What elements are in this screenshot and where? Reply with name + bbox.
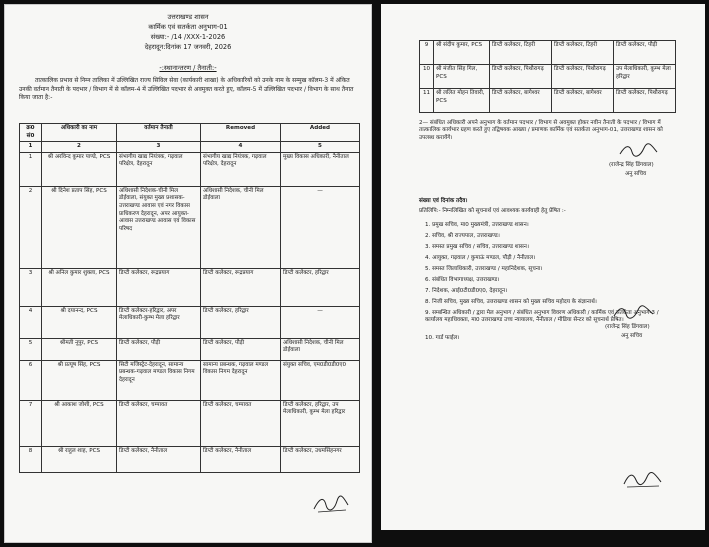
row-removed: डिप्टी कलेक्टर, चम्पावत — [201, 400, 281, 446]
col-number: 2 — [42, 142, 117, 153]
row-sno: 5 — [20, 338, 42, 360]
row-added: — — [281, 186, 360, 268]
table-row — [20, 360, 360, 400]
row-name: श्री प्रत्यूष सिंह, PCS — [42, 360, 117, 400]
copy-list-item: 10. गार्ड फाईल। — [425, 335, 460, 341]
row-removed: डिप्टी कलेक्टर, टिहरी — [552, 41, 614, 65]
row-added: अधिशासी निदेशक, चीनी मिल डोईवाला — [281, 338, 360, 360]
transfer-table-continued — [419, 40, 676, 113]
row-added: मुख्य विकास अधिकारी, नैनीताल — [281, 152, 360, 186]
copy-list-item: 3. समस्त प्रमुख सचिव / सचिव, उत्तराखण्ड शासन। — [425, 244, 529, 250]
table-row — [20, 152, 360, 186]
paragraph-2: 2— संबंधित अधिकारी अपने अनुभाग के वर्तमान पदभार / विभाग से अवमुक्त होकर नवीन तैनाती के पदभार / विभाग में तात्कालिक कार्यभार ग्रहण करते हुए तद्विषयक आख्या / प्रमाणक कार्मिक एवं सतर्कता अनुभाग-01, उत्तराखण्ड शासन को उपलब्ध करायेंगे। — [419, 120, 663, 141]
row-sno: 4 — [20, 306, 42, 338]
row-sno: 9 — [420, 41, 434, 65]
header-current: वर्तमान तैनाती — [117, 124, 201, 142]
row-added: डिप्टी कलेक्टर, हरिद्वार — [281, 268, 360, 306]
transfer-table — [19, 123, 360, 473]
copy-list-item: 6. संबंधित विभागाध्यक्ष, उत्तराखण्ड। — [425, 277, 500, 283]
row-current: डिप्टी कलेक्टर, टिहरी — [490, 41, 552, 65]
table-row — [20, 186, 360, 268]
row-name: श्री अनिल कुमार शुक्ला, PCS — [42, 268, 117, 306]
subject-heading: -:स्थानान्तरण / तैनाती:- — [159, 64, 217, 72]
document-page-2 — [381, 4, 705, 530]
col-number: 3 — [117, 142, 201, 153]
row-current: डिप्टी कलेक्टर, बागेश्वर — [490, 89, 552, 113]
row-name: श्रीमती नूपुर, PCS — [42, 338, 117, 360]
col-number: 5 — [281, 142, 360, 153]
table-row — [20, 400, 360, 446]
row-added: संयुक्त सचिव, एम0डी0डी0ए0 — [281, 360, 360, 400]
row-added: उप मेलाधिकारी, कुम्भ मेला हरिद्वार — [614, 65, 676, 89]
copy-list-item: 5. समस्त जिलाधिकारी, उत्तराखण्ड / महानिदेशक, सूचना। — [425, 266, 543, 272]
row-current: डिप्टी कलेक्टर, रूद्रप्रयाग — [117, 268, 201, 306]
initials-signature — [310, 493, 352, 515]
table-row — [20, 446, 360, 472]
row-added: डिप्टी कलेक्टर, पिथौरागढ़ — [614, 89, 676, 113]
row-sno: 11 — [420, 89, 434, 113]
table-row — [420, 65, 676, 89]
initials-signature — [621, 470, 665, 490]
signatory-name: (राजेन्द्र सिंह डिंगवाल) — [605, 324, 650, 330]
row-removed: डिप्टी कलेक्टर, बागेश्वर — [552, 89, 614, 113]
row-added: डिप्टी कलेक्टर, हरिद्वार, उप मेलाधिकारी, कुम्भ मेला हरिद्वार — [281, 400, 360, 446]
row-name: श्री ललित मोहन तिवारी, PCS — [434, 89, 490, 113]
table-row — [420, 89, 676, 113]
row-name: श्री दिनेश प्रताप सिंह, PCS — [42, 186, 117, 268]
row-added: डिप्टी कलेक्टर, पौड़ी — [614, 41, 676, 65]
signatory-title: अनु सचिव — [625, 171, 647, 177]
row-removed: अधिशासी निदेशक, चीनी मिल डोईवाला — [201, 186, 281, 268]
row-name: श्री आकाश जोशी, PCS — [42, 400, 117, 446]
row-name: श्री अरविन्द कुमार पाण्डे, PCS — [42, 152, 117, 186]
order-number: संख्या:- /14 /XXX-1-2026 — [150, 33, 226, 41]
signatory-title: अनु सचिव — [621, 333, 643, 339]
row-current: डिप्टी कलेक्टर, नैनीताल — [117, 446, 201, 472]
row-current: अधिशासी निदेशक-चीनी मिल डोईवाला, संयुक्त मुख्य प्रशासक-उत्तराखण्ड आवास एवं नगर विकास प्राधिकरण देहरादून, अपर आयुक्त-आवास उत्तराखण्ड आवास एवं विकास परिषद — [117, 186, 201, 268]
row-removed: डिप्टी कलेक्टर, नैनीताल — [201, 446, 281, 472]
row-name: श्री संदीप कुमार, PCS — [434, 41, 490, 65]
copy-intro: प्रतिलिपि:- निम्नलिखित को सूचनार्थ एवं आवश्यक कार्यवाही हेतु प्रेषित :- — [419, 208, 566, 214]
row-sno: 2 — [20, 186, 42, 268]
col-number: 4 — [201, 142, 281, 153]
row-sno: 7 — [20, 400, 42, 446]
copy-list-item: 7. निदेशक, आई0टी0डी0ए0, देहरादून। — [425, 288, 508, 294]
col-number: 1 — [20, 142, 42, 153]
reference-line: संख्या एवं दिनांक तदैव। — [419, 198, 468, 204]
row-removed: संभागीय खाद्य नियंत्रक, गढ़वाल परिक्षेत्र, देहरादून — [201, 152, 281, 186]
row-added: — — [281, 306, 360, 338]
row-current: डिप्टी कलेक्टर-हरिद्वार, अपर मेलाधिकारी-कुम्भ मेला हरिद्वार — [117, 306, 201, 338]
row-current: डिप्टी कलेक्टर, पिथौरागढ़ — [490, 65, 552, 89]
header-name: अधिकारी का नाम — [42, 124, 117, 142]
row-name: श्री राहुल शाह, PCS — [42, 446, 117, 472]
row-removed: सामान्य प्रबन्धक, गढ़वाल मण्डल विकास निगम देहरादून — [201, 360, 281, 400]
copy-list-item: 2. सचिव, श्री राज्यपाल, उत्तराखण्ड। — [425, 233, 500, 239]
table-row — [420, 41, 676, 65]
row-name: श्री मंजीत सिंह गिल, PCS — [434, 65, 490, 89]
document-page-1 — [4, 4, 372, 543]
header-removed: Removed — [201, 124, 281, 142]
row-current: संभागीय खाद्य नियंत्रक, गढ़वाल परिक्षेत्र, देहरादून — [117, 152, 201, 186]
copy-list-item: 9. सम्बन्धित अधिकारी / द्वारा मेल अनुभाग / संबंधित अनुभाग विवरण अधिकारी / कार्मिक एवं सतर्कता अनुभाग-3 / कार्यालय महाधिवक्ता, मा0 उत्तराखण्ड उच्च न्यायालय, नैनीताल / मीडिया सेन्टर को सूचनार्थ प्रेषित। — [425, 310, 659, 324]
row-removed: डिप्टी कलेक्टर, पौड़ी — [201, 338, 281, 360]
copy-list-item: 1. प्रमुख सचिव, मा0 मुख्यमंत्री, उत्तराखण्ड शासन। — [425, 222, 529, 228]
row-added: डिप्टी कलेक्टर, उधमसिंहनगर — [281, 446, 360, 472]
row-sno: 3 — [20, 268, 42, 306]
copy-list-item: 4. आयुक्त, गढ़वाल / कुमाऊं मण्डल, पौड़ी / नैनीताल। — [425, 255, 536, 261]
row-sno: 10 — [420, 65, 434, 89]
signature — [611, 304, 657, 322]
row-sno: 1 — [20, 152, 42, 186]
row-name: श्री दयानन्द, PCS — [42, 306, 117, 338]
header-sno: क्र0 सं0 — [20, 124, 42, 142]
signature — [617, 142, 661, 160]
table-row — [20, 268, 360, 306]
department-header: कार्मिक एवं सतर्कता अनुभाग-01 — [148, 23, 228, 31]
row-current: सिटी मजिस्ट्रेट-देहरादून, सामान्य प्रबन्धक-गढ़वाल मण्डल विकास निगम देहरादून — [117, 360, 201, 400]
row-current: डिप्टी कलेक्टर, पौड़ी — [117, 338, 201, 360]
government-header: उत्तराखण्ड शासन — [167, 13, 209, 21]
row-removed: डिप्टी कलेक्टर, पिथौरागढ़ — [552, 65, 614, 89]
header-added: Added — [281, 124, 360, 142]
row-sno: 6 — [20, 360, 42, 400]
row-removed: डिप्टी कलेक्टर, हरिद्वार — [201, 306, 281, 338]
copy-list-item: 8. निजी सचिव, मुख्य सचिव, उत्तराखण्ड शासन को मुख्य सचिव महोदय के संज्ञानार्थ। — [425, 299, 597, 305]
row-current: डिप्टी कलेक्टर, चम्पावत — [117, 400, 201, 446]
signatory-name: (राजेन्द्र सिंह डिंगवाल) — [609, 162, 654, 168]
order-date: देहरादून:दिनांक 17 जनवरी, 2026 — [144, 43, 232, 51]
intro-paragraph: तात्कालिक प्रभाव से निम्न तालिका में उल्लिखित राज्य सिविल सेवा (कार्यकारी शाखा) के अधिकारियों को उनके नाम के सम्मुख कॉलम-3 में अंकित उनकी वर्तमान तैनाती के पदभार / विभाग में से कॉलम-4 में उल्लिखित पदभार से अवमुक्त करते हुए, कॉलम-5 में उल्लिखित पदभार / विभाग के साथ तैनात किया जाता है:- — [19, 77, 354, 102]
table-row — [20, 306, 360, 338]
row-sno: 8 — [20, 446, 42, 472]
table-row — [20, 338, 360, 360]
row-removed: डिप्टी कलेक्टर, रूद्रप्रयाग — [201, 268, 281, 306]
